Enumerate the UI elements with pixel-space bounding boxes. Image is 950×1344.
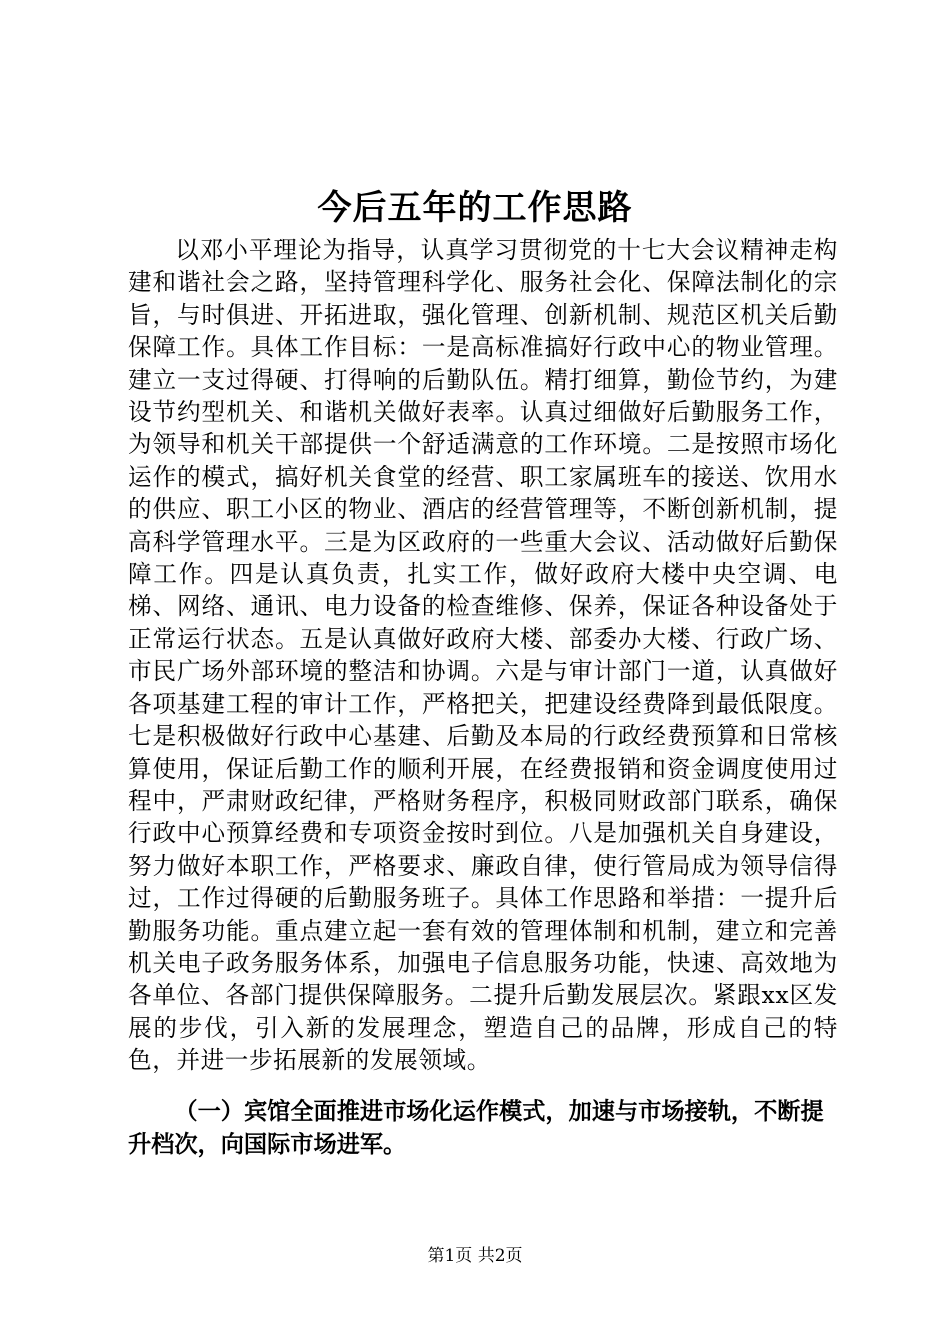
body-paragraph: 以邓小平理论为指导，认真学习贯彻党的十七大会议精神走构建和谐社会之路，坚持管理科学化、服务社会化、保障法制化的宗旨，与时俱进、开拓进取，强化管理、创新机制、规范区机关后勤保障工作。具体工作目标：一是高标准搞好行政中心的物业管理。建立一支过得硬、打得响的后勤队伍。精打细算，勤俭节约，为建设节约型机关、和谐机关做好表率。认真过细做好后勤服务工作，为领导和机关干部提供一个舒适满意的工作环境。二是按照市场化运作的模式，搞好机关食堂的经营、职工家属班车的接送、饮用水的供应、职工小区的物业、酒店的经营管理等，不断创新机制，提高科学管理水平。三是为区政府的一些重大会议、活动做好后勤保障工作。四是认真负责，扎实工作，做好政府大楼中央空调、电梯、网络、通讯、电力设备的检查维修、保养，保证各种设备处于正常运行状态。五是认真做好政府大楼、部委办大楼、行政广场、市民广场外部环境的整洁和协调。六是与审计部门一道，认真做好各项基建工程的审计工作，严格把关，把建设经费降到最低限度。七是积极做好行政中心基建、后勤及本局的行政经费预算和日常核算使用，保证后勤工作的顺利开展，在经费报销和资金调度使用过程中，严肃财政纪律，严格财务程序，积极同财政部门联系，确保行政中心预算经费和专项资金按时到位。八是加强机关自身建设，努力做好本职工作，严格要求、廉政自律，使行管局成为领导信得过，工作过得硬的后勤服务班子。具体工作思路和举措：一提升后勤服务功能。重点建立起一套有效的管理体制和机制，建立和完善机关电子政务服务体系，加强电子信息服务功能，快速、高效地为各单位、各部门提供保障服务。二提升后勤发展层次。紧跟xx区发展的步伐，引入新的发展理念，塑造自己的品牌，形成自己的特色，并进一步拓展新的发展领域。: [128, 236, 838, 1075]
page-number-footer: 第1页 共2页: [427, 1246, 523, 1266]
document-title: 今后五年的工作思路: [317, 188, 633, 228]
subheading-paragraph: （一）宾馆全面推进市场化运作模式，加速与市场接轨，不断提升档次，向国际市场进军。: [128, 1098, 824, 1158]
